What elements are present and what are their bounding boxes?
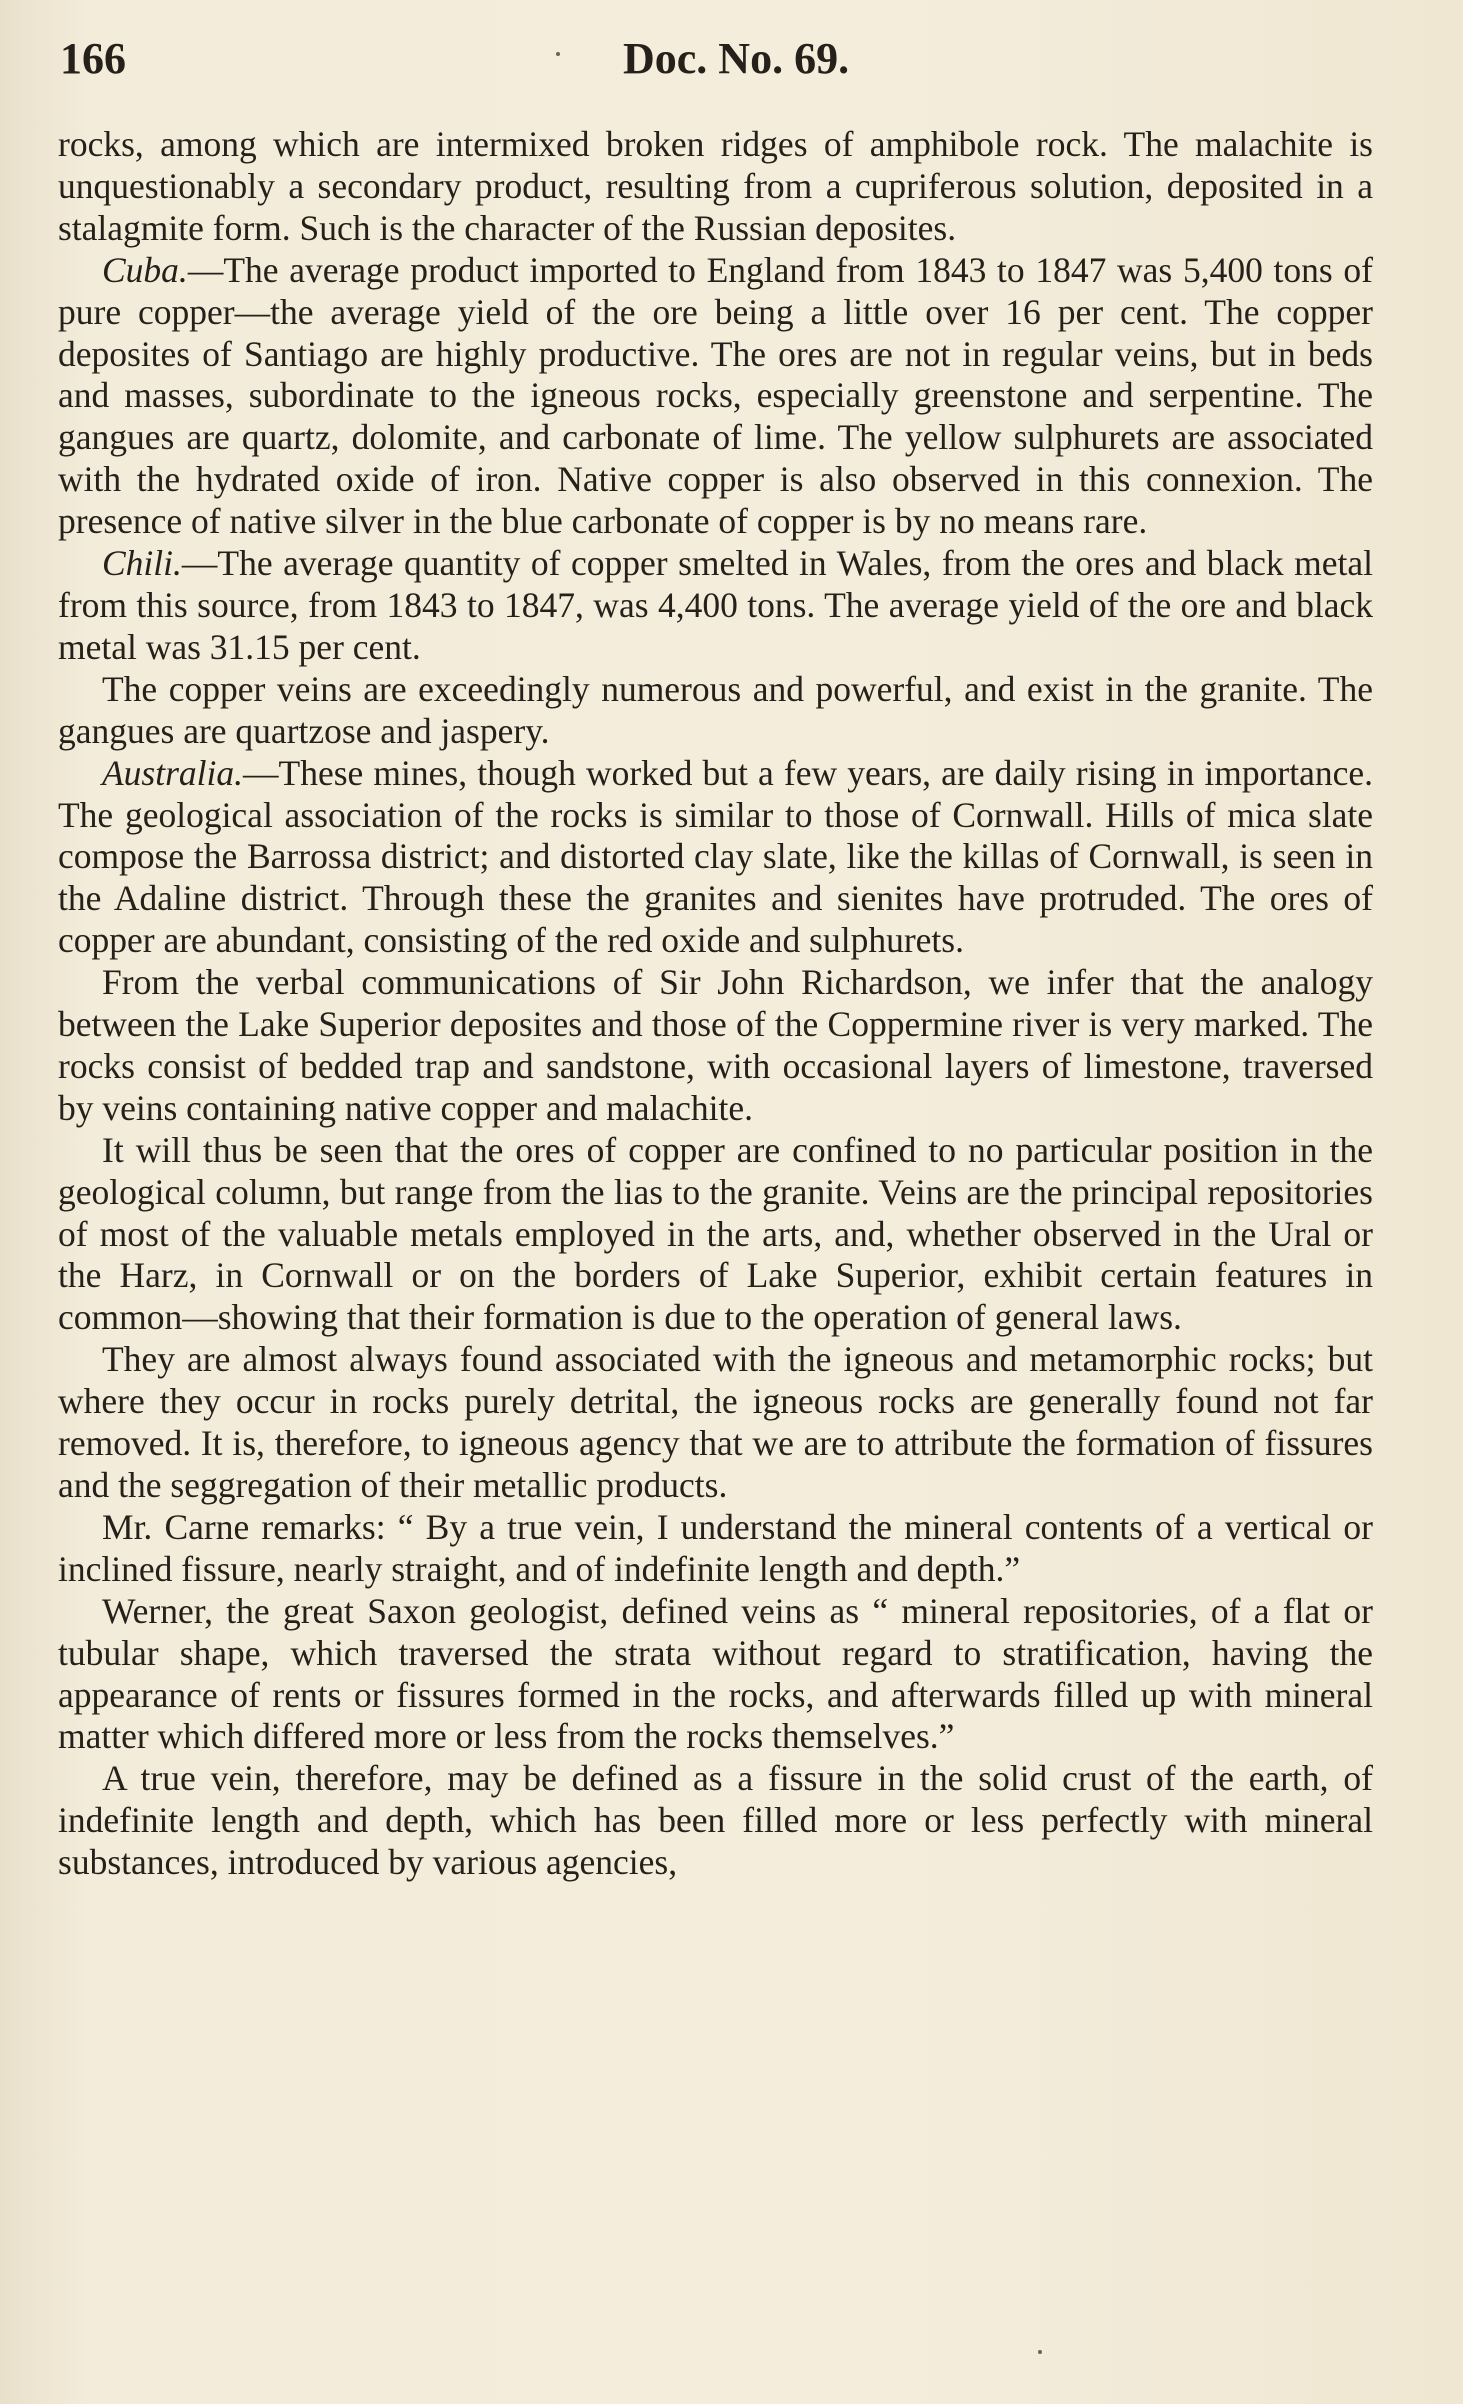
page-header bbox=[58, 20, 1373, 98]
paragraph-quote-carne: Mr. Carne remarks: “ By a true vein, I understand the mineral contents of a vertical or inclined fissure, nearly straight, and of indefinite length and depth.” bbox=[58, 1506, 1373, 1589]
page-number: 166 bbox=[60, 34, 126, 83]
body-text bbox=[58, 124, 1373, 1884]
paragraph: rocks, among which are intermixed broken ridges of amphibole rock. The malachite is unquestionably a secondary product, resulting from a cupriferous solution, deposited in a stalagmite form. Such is the character of the Russian deposites. bbox=[58, 124, 1373, 248]
paragraph: A true vein, therefore, may be defined as a fissure in the solid crust of the earth, of indefinite length and depth, which has been filled more or less perfectly with mineral substances, introduced by various agencies, bbox=[58, 1758, 1373, 1883]
paragraph-quote-werner: Werner, the great Saxon geologist, defined veins as “ mineral repositories, of a flat or tubular shape, which traversed the strata without regard to stratification, having the appearance of rents or fissures formed in the rocks, and afterwards filled up with mineral matter which differed more or less from the rocks themselves.” bbox=[58, 1590, 1373, 1757]
print-speck bbox=[556, 52, 560, 56]
paragraph-cuba: Cuba.—The average product imported to England from 1843 to 1847 was 5,400 tons of pure copper—the average yield of the ore being a little over 16 per cent. The copper deposites of Santiago are highly productive. The ores are not in regular veins, but in beds and masses, subordinate to the igneous rocks, especially greenstone and serpentine. The gangues are quartz, dolomite, and carbonate of lime. The yellow sulphurets are associated with the hydrated oxide of iron. Native copper is also observed in this connexion. The presence of native silver in the blue carbonate of copper is by no means rare. bbox=[58, 249, 1373, 542]
paragraph: It will thus be seen that the ores of copper are confined to no particular position in the geological column, but range from the lias to the granite. Veins are the principal repositories of most of the valuable metals employed in the arts, and, whether observed in the Ural or the Harz, in Cornwall or on the borders of Lake Superior, exhibit certain features in common—showing that their formation is due to the operation of general laws. bbox=[58, 1129, 1373, 1338]
running-head: Doc. No. 69. bbox=[623, 34, 850, 83]
paragraph: The copper veins are exceedingly numerous and powerful, and exist in the granite. The gangues are quartzose and jaspery. bbox=[58, 668, 1373, 751]
paragraph: They are almost always found associated with the igneous and metamorphic rocks; but where they occur in rocks purely detrital, the igneous rocks are generally found not far removed. It is, therefore, to igneous agency that we are to attribute the formation of fissures and the seggregation of their metallic products. bbox=[58, 1339, 1373, 1505]
section-lead-cuba: Cuba. bbox=[102, 249, 188, 290]
section-lead-chili: Chili. bbox=[102, 543, 182, 584]
paragraph-chili: Chili.—The average quantity of copper smelted in Wales, from the ores and black metal from this source, from 1843 to 1847, was 4,400 tons. The average yield of the ore and black metal was 31.15 per cent. bbox=[58, 543, 1373, 667]
paragraph: From the verbal communications of Sir John Richardson, we infer that the analogy between the Lake Superior deposites and those of the Coppermine river is very marked. The rocks consist of bedded trap and sandstone, with occasional layers of limestone, traversed by veins containing native copper and malachite. bbox=[58, 962, 1373, 1128]
print-speck bbox=[1038, 2350, 1042, 2354]
paragraph-australia: Australia.—These mines, though worked but a few years, are daily rising in importance. The geological association of the rocks is similar to those of Cornwall. Hills of mica slate compose the Barrossa district; and distorted clay slate, like the killas of Cornwall, is seen in the Adaline district. Through these the granites and sienites have protruded. The ores of copper are abundant, consisting of the red oxide and sulphurets. bbox=[58, 752, 1373, 961]
section-lead-australia: Australia. bbox=[102, 752, 244, 793]
